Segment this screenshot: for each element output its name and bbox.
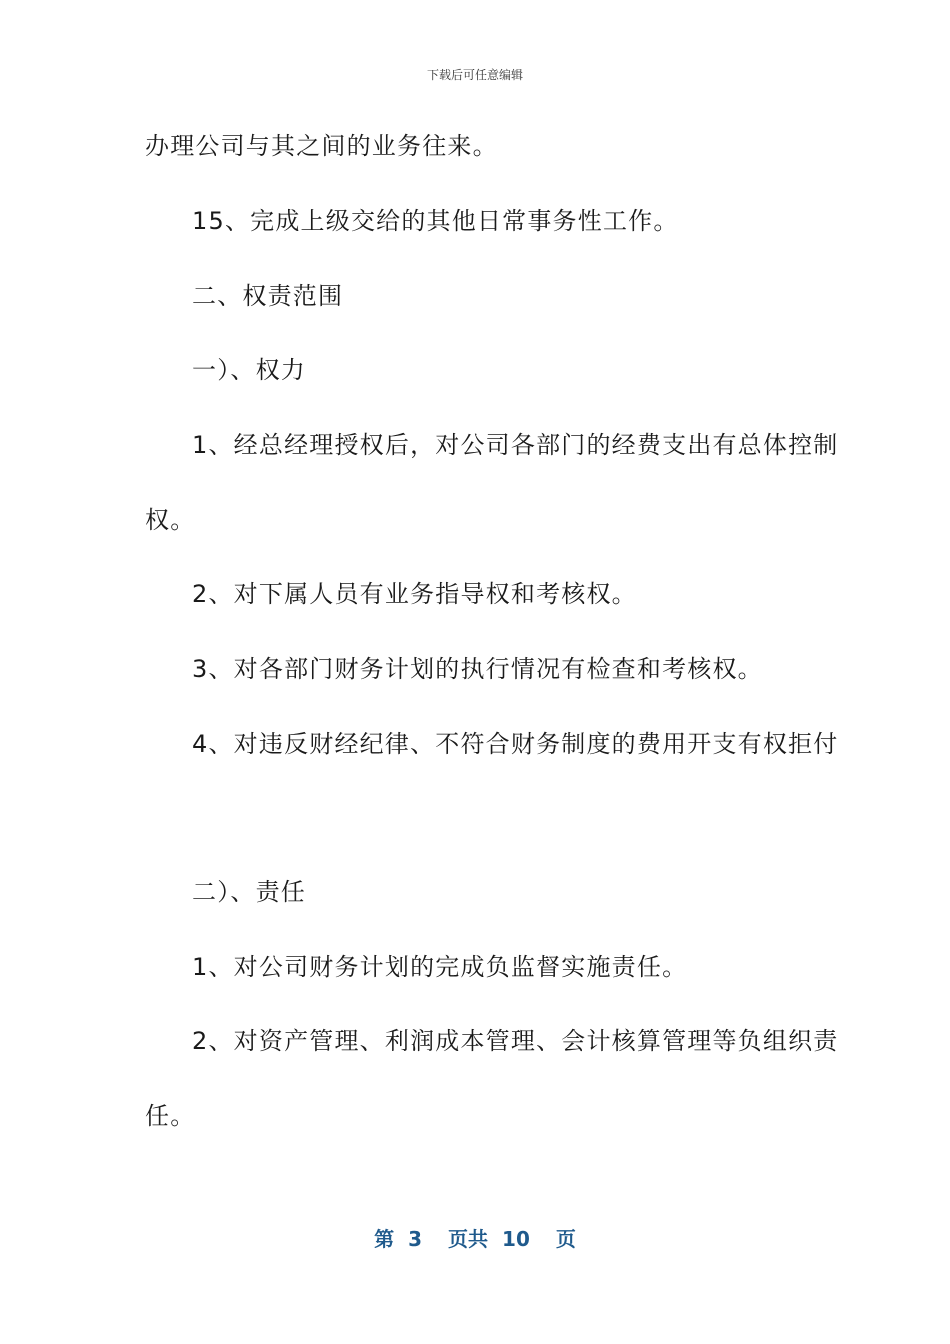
body-line: 4、对违反财经纪律、不符合财务制度的费用开支有权拒付	[192, 730, 839, 758]
section-heading: 二、权责范围	[192, 282, 344, 310]
body-line: 15、完成上级交给的其他日常事务性工作。	[192, 207, 679, 235]
header-note: 下载后可任意编辑	[426, 68, 523, 82]
footer-current-page: 3	[408, 1227, 423, 1251]
body-line: 2、对下属人员有业务指导权和考核权。	[192, 580, 637, 608]
body-line: 办理公司与其之间的业务往来。	[145, 132, 498, 160]
body-line: 1、经总经理授权后，对公司各部门的经费支出有总体控制	[192, 431, 839, 459]
footer-total-pages: 10	[502, 1227, 530, 1251]
body-line: 3、对各部门财务计划的执行情况有检查和考核权。	[192, 655, 763, 683]
footer-prefix: 第	[374, 1227, 395, 1251]
footer-middle: 页共	[448, 1227, 489, 1251]
body-line: 权。	[145, 506, 196, 534]
page-footer	[0, 1226, 950, 1252]
body-line: 任。	[145, 1102, 196, 1130]
body-line: 2、对资产管理、利润成本管理、会计核算管理等负组织责	[192, 1027, 839, 1055]
subsection-heading: 一）、权力	[192, 356, 306, 384]
subsection-heading: 二）、责任	[192, 878, 306, 906]
body-line: 1、对公司财务计划的完成负监督实施责任。	[192, 953, 688, 981]
footer-suffix: 页	[555, 1227, 576, 1251]
